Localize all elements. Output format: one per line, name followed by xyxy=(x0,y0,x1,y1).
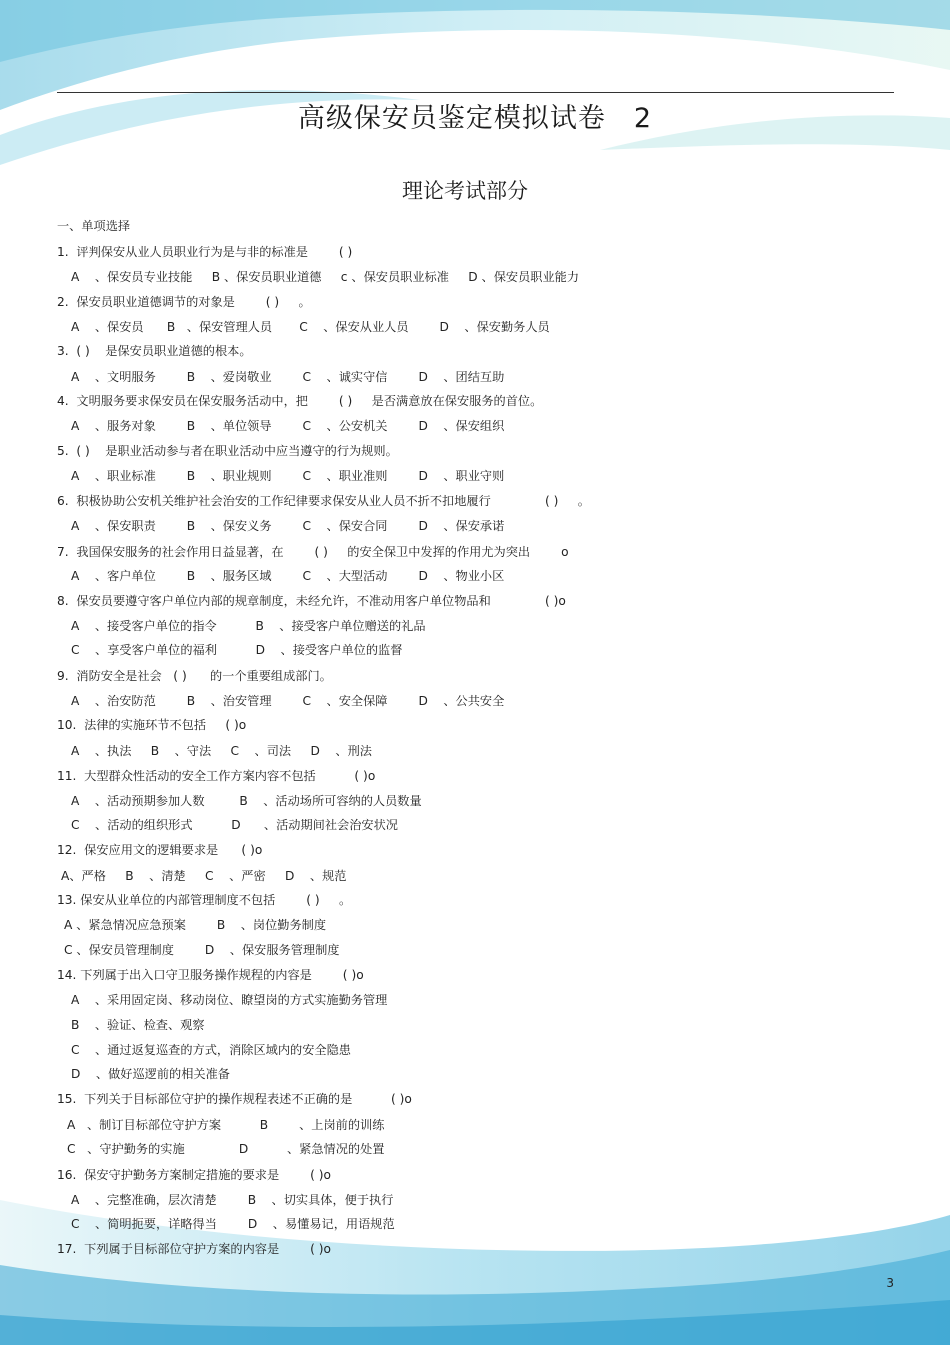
option-line: A 、治安防范 B 、治安管理 C 、安全保障 D 、公共安全 xyxy=(71,694,505,708)
option-line: B 、验证、检查、观察 xyxy=(71,1018,205,1032)
header-rule xyxy=(57,92,894,93)
question-line: 11. 大型群众性活动的安全工作方案内容不包括 ( )o xyxy=(57,769,376,783)
question-line: 3. ( ) 是保安员职业道德的根本。 xyxy=(57,344,252,358)
question-line: 4. 文明服务要求保安员在保安服务活动中，把 ( ) 是否满意放在保安服务的首位。 xyxy=(57,394,543,408)
option-line: A 、文明服务 B 、爱岗敬业 C 、诚实守信 D 、团结互助 xyxy=(71,370,505,384)
option-line: D 、做好巡逻前的相关准备 xyxy=(71,1067,230,1081)
page-number: 3 xyxy=(886,1276,894,1290)
question-line: 17. 下列属于目标部位守护方案的内容是 ( )o xyxy=(57,1242,331,1256)
option-line: A 、客户单位 B 、服务区域 C 、大型活动 D 、物业小区 xyxy=(71,569,505,583)
section-heading: 一、单项选择 xyxy=(57,219,131,233)
title-text: 高级保安员鉴定模拟试卷 xyxy=(297,103,606,134)
option-line: C 、守护勤务的实施 D 、紧急情况的处置 xyxy=(67,1142,385,1156)
question-line: 9. 消防安全是社会 ( ) 的一个重要组成部门。 xyxy=(57,669,332,683)
question-line: 16. 保安守护勤务方案制定措施的要求是 ( )o xyxy=(57,1168,331,1182)
option-line: A 、执法 B 、守法 C 、司法 D 、刑法 xyxy=(71,744,372,758)
question-line: 6. 积极协助公安机关维护社会治安的工作纪律要求保安从业人员不折不扣地履行 ( ) 。 xyxy=(57,494,590,508)
question-line: 10. 法律的实施环节不包括 ( )o xyxy=(57,718,247,732)
option-line: C 、简明扼要，详略得当 D 、易懂易记，用语规范 xyxy=(71,1217,395,1231)
option-line: A 、制订目标部位守护方案 B 、上岗前的训练 xyxy=(67,1118,385,1132)
option-line: A、严格 B 、清楚 C 、严密 D 、规范 xyxy=(61,869,347,883)
option-line: C 、通过返复巡查的方式，消除区域内的安全隐患 xyxy=(71,1043,351,1057)
option-line: A 、保安职责 B 、保安义务 C 、保安合同 D 、保安承诺 xyxy=(71,519,505,533)
question-line: 8. 保安员要遵守客户单位内部的规章制度，未经允许，不准动用客户单位物品和 ( )o xyxy=(57,594,566,608)
option-line: A 、服务对象 B 、单位领导 C 、公安机关 D 、保安组织 xyxy=(71,419,505,433)
page-subtitle: 理论考试部分 xyxy=(402,179,528,203)
option-line: A 、完整准确，层次清楚 B 、切实具体，便于执行 xyxy=(71,1193,394,1207)
option-line: C 、保安员管理制度 D 、保安服务管理制度 xyxy=(64,943,340,957)
question-line: 14. 下列属于出入口守卫服务操作规程的内容是 ( )o xyxy=(57,968,364,982)
option-line: A 、职业标准 B 、职业规则 C 、职业准则 D 、职业守则 xyxy=(71,469,505,483)
option-line: A 、采用固定岗、移动岗位、瞭望岗的方式实施勤务管理 xyxy=(71,993,388,1007)
question-line: 5. ( ) 是职业活动参与者在职业活动中应当遵守的行为规则。 xyxy=(57,444,398,458)
option-line: A 、活动预期参加人数 B 、活动场所可容纳的人员数量 xyxy=(71,794,422,808)
option-line: C 、享受客户单位的福利 D 、接受客户单位的监督 xyxy=(71,643,403,657)
title-number: 2 xyxy=(633,103,653,134)
question-line: 1. 评判保安从业人员职业行为是与非的标准是 ( ) xyxy=(57,245,353,259)
question-line: 12. 保安应用文的逻辑要求是 ( )o xyxy=(57,843,263,857)
question-line: 7. 我国保安服务的社会作用日益显著，在 ( ) 的安全保卫中发挥的作用尤为突出 o xyxy=(57,545,569,559)
option-line: A 、紧急情况应急预案 B 、岗位勤务制度 xyxy=(64,918,327,932)
option-line: C 、活动的组织形式 D 、活动期间社会治安状况 xyxy=(71,818,398,832)
page-title xyxy=(0,96,950,135)
option-line: A 、接受客户单位的指令 B 、接受客户单位赠送的礼品 xyxy=(71,619,426,633)
option-line: A 、保安员 B 、保安管理人员 C 、保安从业人员 D 、保安勤务人员 xyxy=(71,320,550,334)
question-line: 15. 下列关于目标部位守护的操作规程表述不正确的是 ( )o xyxy=(57,1092,412,1106)
option-line: A 、保安员专业技能 B 、保安员职业道德 c 、保安员职业标准 D 、保安员职业能力 xyxy=(71,270,580,284)
question-line: 2. 保安员职业道德调节的对象是 ( ) 。 xyxy=(57,295,311,309)
question-line: 13. 保安从业单位的内部管理制度不包括 ( ) 。 xyxy=(57,893,352,907)
